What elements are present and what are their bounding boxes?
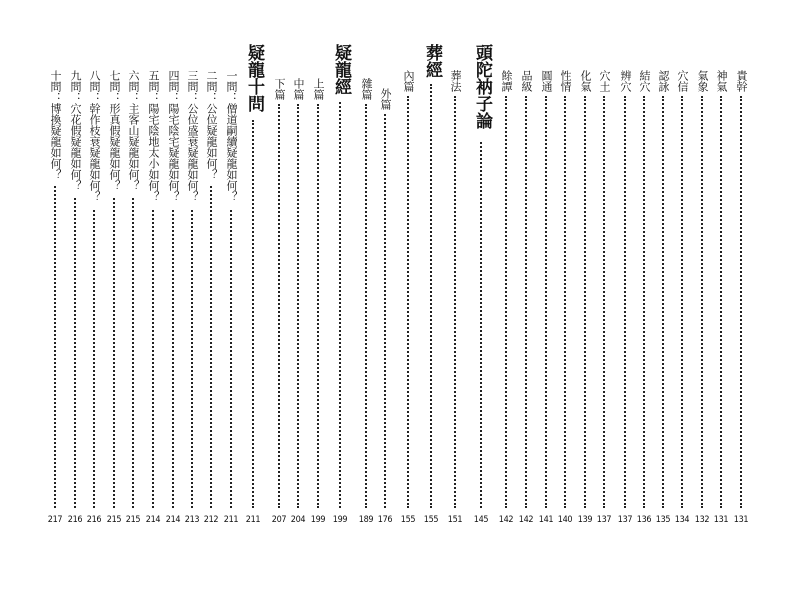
toc-page-number: 214 (145, 515, 161, 525)
toc-page-number: 137 (596, 515, 612, 525)
toc-page-number: 213 (184, 515, 200, 525)
toc-page-number: 176 (377, 515, 393, 525)
leader-dots (505, 96, 507, 508)
toc-entry-title: 品級 (520, 70, 533, 92)
leader-dots (365, 104, 367, 508)
toc-entry-title: 神氣 (715, 70, 728, 92)
leader-dots (545, 96, 547, 508)
toc-entry-title: 五問：陽宅陰地太小如何？ (147, 70, 160, 202)
leader-dots (603, 96, 605, 508)
toc-entry-title: 七問：形真假疑龍如何？ (108, 70, 121, 191)
toc-entry-title: 性情 (559, 70, 572, 92)
toc-entry-title: 九問：穴花假疑龍如何？ (69, 70, 82, 191)
toc-entry-title: 外篇 (379, 88, 392, 110)
leader-dots (317, 104, 319, 508)
leader-dots (624, 96, 626, 508)
toc-page-number: 199 (310, 515, 326, 525)
toc-page-number: 145 (473, 515, 489, 525)
leader-dots (720, 96, 722, 508)
toc-page-number: 216 (86, 515, 102, 525)
toc-page-number: 142 (518, 515, 534, 525)
leader-dots (74, 198, 76, 508)
leader-dots (681, 96, 683, 508)
toc-entry-title: 三問：公位盛衰疑龍如何？ (186, 70, 199, 202)
leader-dots (384, 114, 386, 508)
toc-entry-title: 結穴 (638, 70, 651, 92)
leader-dots (54, 186, 56, 508)
leader-dots (480, 142, 482, 508)
toc-page-number: 215 (125, 515, 141, 525)
toc-page-number: 212 (203, 515, 219, 525)
toc-entry-title: 一問：僧道嗣續疑龍如何？ (225, 70, 238, 202)
toc-entry-title: 貴幹 (735, 70, 748, 92)
toc-page-number: 155 (423, 515, 439, 525)
toc-entry-title: 化氣 (579, 70, 592, 92)
toc-page-number: 134 (674, 515, 690, 525)
toc-entry-title: 葬法 (449, 70, 462, 92)
leader-dots (152, 210, 154, 508)
toc-entry-title: 雜篇 (360, 78, 373, 100)
leader-dots (525, 96, 527, 508)
toc-page-number: 211 (223, 515, 239, 525)
leader-dots (339, 102, 341, 508)
leader-dots (740, 96, 742, 508)
toc-section-title: 葬經 (422, 44, 442, 78)
toc-entry-title: 餘譚 (500, 70, 513, 92)
toc-entry-title: 認詠 (657, 70, 670, 92)
toc-page-number: 131 (733, 515, 749, 525)
toc-entry-title: 穴信 (676, 70, 689, 92)
toc-page-number: 211 (245, 515, 261, 525)
toc-page-number: 137 (617, 515, 633, 525)
toc-page-number: 142 (498, 515, 514, 525)
toc-section-title: 疑龍十問 (244, 44, 264, 112)
toc-entry-title: 圓通 (540, 70, 553, 92)
toc-entry-title: 下篇 (273, 78, 286, 100)
leader-dots (643, 96, 645, 508)
toc-page-number: 216 (67, 515, 83, 525)
toc-entry-title: 上篇 (312, 78, 325, 100)
toc-entry-title: 中篇 (292, 78, 305, 100)
toc-section-title: 疑龍經 (331, 44, 351, 95)
leader-dots (430, 84, 432, 508)
toc-entry-title: 十問：博換疑龍如何？ (49, 70, 62, 180)
leader-dots (278, 104, 280, 508)
toc-page-number: 136 (636, 515, 652, 525)
leader-dots (252, 120, 254, 508)
toc-page-number: 131 (713, 515, 729, 525)
toc-page-number: 204 (290, 515, 306, 525)
leader-dots (172, 210, 174, 508)
leader-dots (584, 96, 586, 508)
leader-dots (210, 186, 212, 508)
toc-entry-title: 八問：幹作枝衰疑龍如何？ (88, 70, 101, 202)
toc-section-title: 頭陀衲子論 (472, 44, 492, 129)
leader-dots (113, 198, 115, 508)
toc-page-number: 151 (447, 515, 463, 525)
toc-page-number: 141 (538, 515, 554, 525)
toc-entry-title: 六問：主客山疑龍如何？ (127, 70, 140, 191)
leader-dots (454, 96, 456, 508)
leader-dots (564, 96, 566, 508)
leader-dots (297, 104, 299, 508)
toc-entry-title: 四問：陽宅陰宅疑龍如何？ (167, 70, 180, 202)
toc-page-number: 155 (400, 515, 416, 525)
toc-page-number: 217 (47, 515, 63, 525)
toc-page-number: 207 (271, 515, 287, 525)
toc-page-number: 132 (694, 515, 710, 525)
leader-dots (93, 210, 95, 508)
leader-dots (191, 210, 193, 508)
toc-page-number: 199 (332, 515, 348, 525)
toc-entry-title: 氣象 (696, 70, 709, 92)
leader-dots (132, 198, 134, 508)
leader-dots (407, 96, 409, 508)
toc-page-number: 135 (655, 515, 671, 525)
leader-dots (662, 96, 664, 508)
toc-entry-title: 內篇 (402, 70, 415, 92)
toc-page-number: 139 (577, 515, 593, 525)
toc-page-number: 215 (106, 515, 122, 525)
toc-page-number: 189 (358, 515, 374, 525)
toc-entry-title: 辨穴 (619, 70, 632, 92)
toc-entry-title: 二問：公位疑龍如何？ (205, 70, 218, 180)
leader-dots (701, 96, 703, 508)
leader-dots (230, 210, 232, 508)
toc-entry-title: 穴土 (598, 70, 611, 92)
toc-page-number: 140 (557, 515, 573, 525)
toc-page-number: 214 (165, 515, 181, 525)
